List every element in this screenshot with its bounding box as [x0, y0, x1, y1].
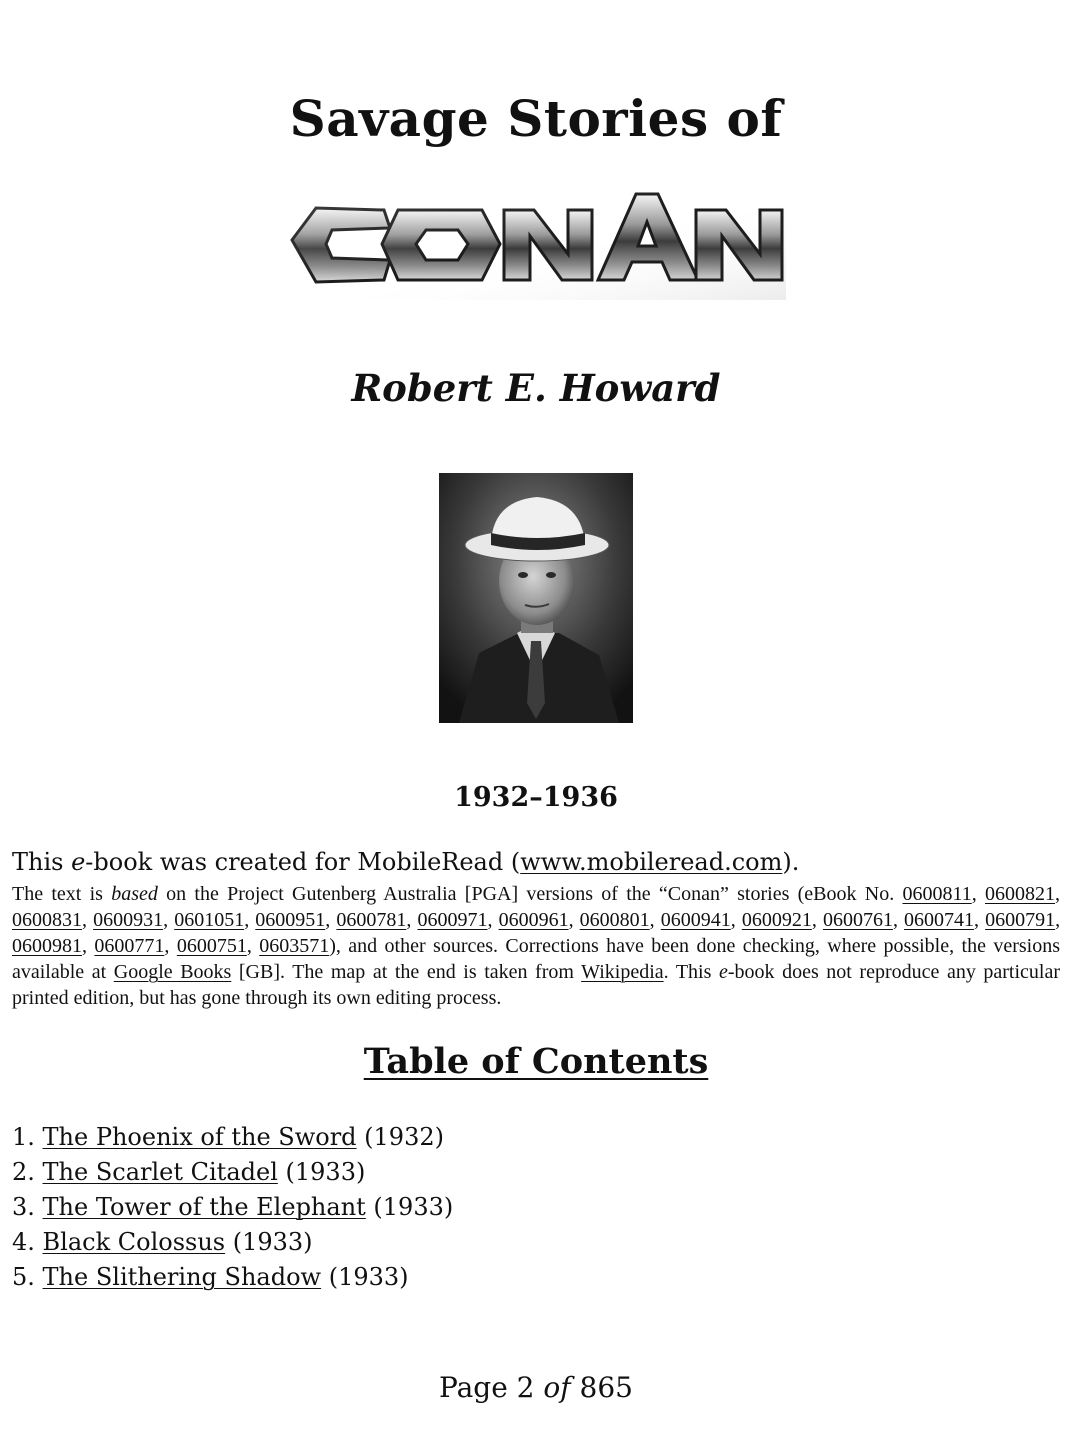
ebook-number-link[interactable]: 0603571 — [259, 935, 330, 957]
ebook-number-separator: , — [246, 935, 260, 957]
ebook-number-link[interactable]: 0600931 — [93, 909, 164, 931]
ebook-number-separator: , — [1055, 909, 1061, 931]
toc-item-link[interactable]: The Slithering Shadow — [42, 1263, 322, 1291]
ebook-number-link[interactable]: 0600961 — [498, 909, 569, 931]
ebook-number-separator: , — [971, 883, 986, 905]
ebook-number-separator: , — [730, 909, 742, 931]
created-prefix: This — [12, 848, 72, 876]
toc-item-link[interactable]: The Tower of the Elephant — [42, 1193, 366, 1221]
toc-item-year: (1932) — [356, 1123, 444, 1151]
toc-item — [12, 1260, 453, 1295]
page-label: Page 2 — [439, 1371, 544, 1404]
ebook-number-link[interactable]: 0600801 — [579, 909, 650, 931]
toc-item-link[interactable]: Black Colossus — [42, 1228, 226, 1256]
ebook-number-separator: , — [82, 909, 94, 931]
ebook-number-link[interactable]: 0600751 — [176, 935, 247, 957]
toc-item — [12, 1155, 453, 1190]
toc-item-number: 1. — [12, 1123, 43, 1151]
ebook-number-link[interactable]: 0600811 — [902, 883, 972, 905]
source-notice — [12, 881, 1060, 1011]
created-for-line — [12, 845, 1062, 879]
toc-list — [12, 1120, 453, 1295]
notice-after-numbers: ), and other sources. Corrections have been done checking, where possible, the versions available at — [12, 935, 1061, 983]
publication-years: 1932–1936 — [454, 782, 618, 813]
toc-item-year: (1933) — [277, 1158, 366, 1186]
toc-item — [12, 1120, 453, 1155]
notice-after-google: [GB]. The map at the end is taken from — [231, 961, 582, 983]
ebook-number-separator: , — [244, 909, 256, 931]
google-books-link[interactable]: Google Books — [113, 961, 232, 983]
toc-item-link[interactable]: The Scarlet Citadel — [42, 1158, 278, 1186]
ebook-number-separator: , — [163, 909, 175, 931]
toc-item-year: (1933) — [321, 1263, 409, 1291]
ebook-number-link[interactable]: 0600971 — [417, 909, 488, 931]
toc-item-number: 3. — [12, 1193, 43, 1221]
ebook-number-link[interactable]: 0600771 — [94, 935, 165, 957]
notice-e: e — [718, 961, 728, 983]
notice-based: based — [111, 883, 158, 905]
ebook-number-link[interactable]: 0600831 — [12, 909, 82, 931]
ebook-number-separator: , — [892, 909, 905, 931]
toc-heading — [0, 1036, 1072, 1088]
page-of: of — [543, 1371, 571, 1404]
ebook-number-separator: , — [568, 909, 580, 931]
ebook-number-link[interactable]: 0600921 — [741, 909, 812, 931]
ebook-number-link[interactable]: 0601051 — [174, 909, 245, 931]
ebook-number-separator: , — [811, 909, 823, 931]
page-footer — [0, 1368, 1072, 1408]
conan-logo — [286, 188, 786, 300]
toc-item-link[interactable]: The Phoenix of the Sword — [42, 1123, 357, 1151]
ebook-number-separator: , — [974, 909, 986, 931]
ebook-number-separator: , — [649, 909, 661, 931]
book-title: Savage Stories of — [289, 89, 783, 148]
toc-heading-link[interactable]: Table of Contents — [363, 1041, 709, 1082]
toc-item — [12, 1225, 453, 1260]
ebook-number-link[interactable]: 0600981 — [12, 935, 82, 957]
ebook-number-separator: , — [487, 909, 499, 931]
page-total: 865 — [570, 1371, 633, 1404]
toc-item — [12, 1190, 453, 1225]
mobileread-link[interactable]: www.mobileread.com — [520, 848, 783, 876]
ebook-number-link[interactable]: 0600791 — [985, 909, 1056, 931]
toc-item-number: 5. — [12, 1263, 43, 1291]
ebook-number-link[interactable]: 0600761 — [822, 909, 893, 931]
ebook-number-separator: , — [164, 935, 177, 957]
ebook-number-separator: , — [325, 909, 337, 931]
toc-item-year: (1933) — [225, 1228, 313, 1256]
notice-after-wiki: . This — [663, 961, 719, 983]
toc-item-number: 2. — [12, 1158, 43, 1186]
ebook-number-link[interactable]: 0600941 — [660, 909, 731, 931]
created-middle: -book was created for MobileRead ( — [85, 848, 521, 876]
created-suffix: ). — [782, 848, 800, 876]
ebook-number-link[interactable]: 0600781 — [336, 909, 407, 931]
author-portrait-photo — [439, 473, 633, 723]
wikipedia-link[interactable]: Wikipedia — [581, 961, 664, 983]
ebook-number-link[interactable]: 0600821 — [985, 883, 1056, 905]
ebook-number-separator: , — [82, 935, 95, 957]
ebook-number-link[interactable]: 0600951 — [255, 909, 326, 931]
toc-item-year: (1933) — [365, 1193, 454, 1221]
notice-intro: The text is — [12, 883, 112, 905]
author-name: Robert E. Howard — [351, 366, 721, 410]
conan-logo-image — [286, 188, 786, 300]
ebook-number-separator: , — [1055, 883, 1061, 905]
ebook-number-separator: , — [406, 909, 418, 931]
ebook-number-link[interactable]: 0600741 — [904, 909, 975, 931]
notice-after-based: on the Project Gutenberg Australia [PGA] versions of the “Conan” stories (eBook No. — [157, 883, 903, 905]
toc-item-number: 4. — [12, 1228, 43, 1256]
created-e: e — [71, 848, 86, 876]
notice-closing: -book does not reproduce any particular printed edition, but has gone through its own editing process. — [12, 961, 1061, 1009]
